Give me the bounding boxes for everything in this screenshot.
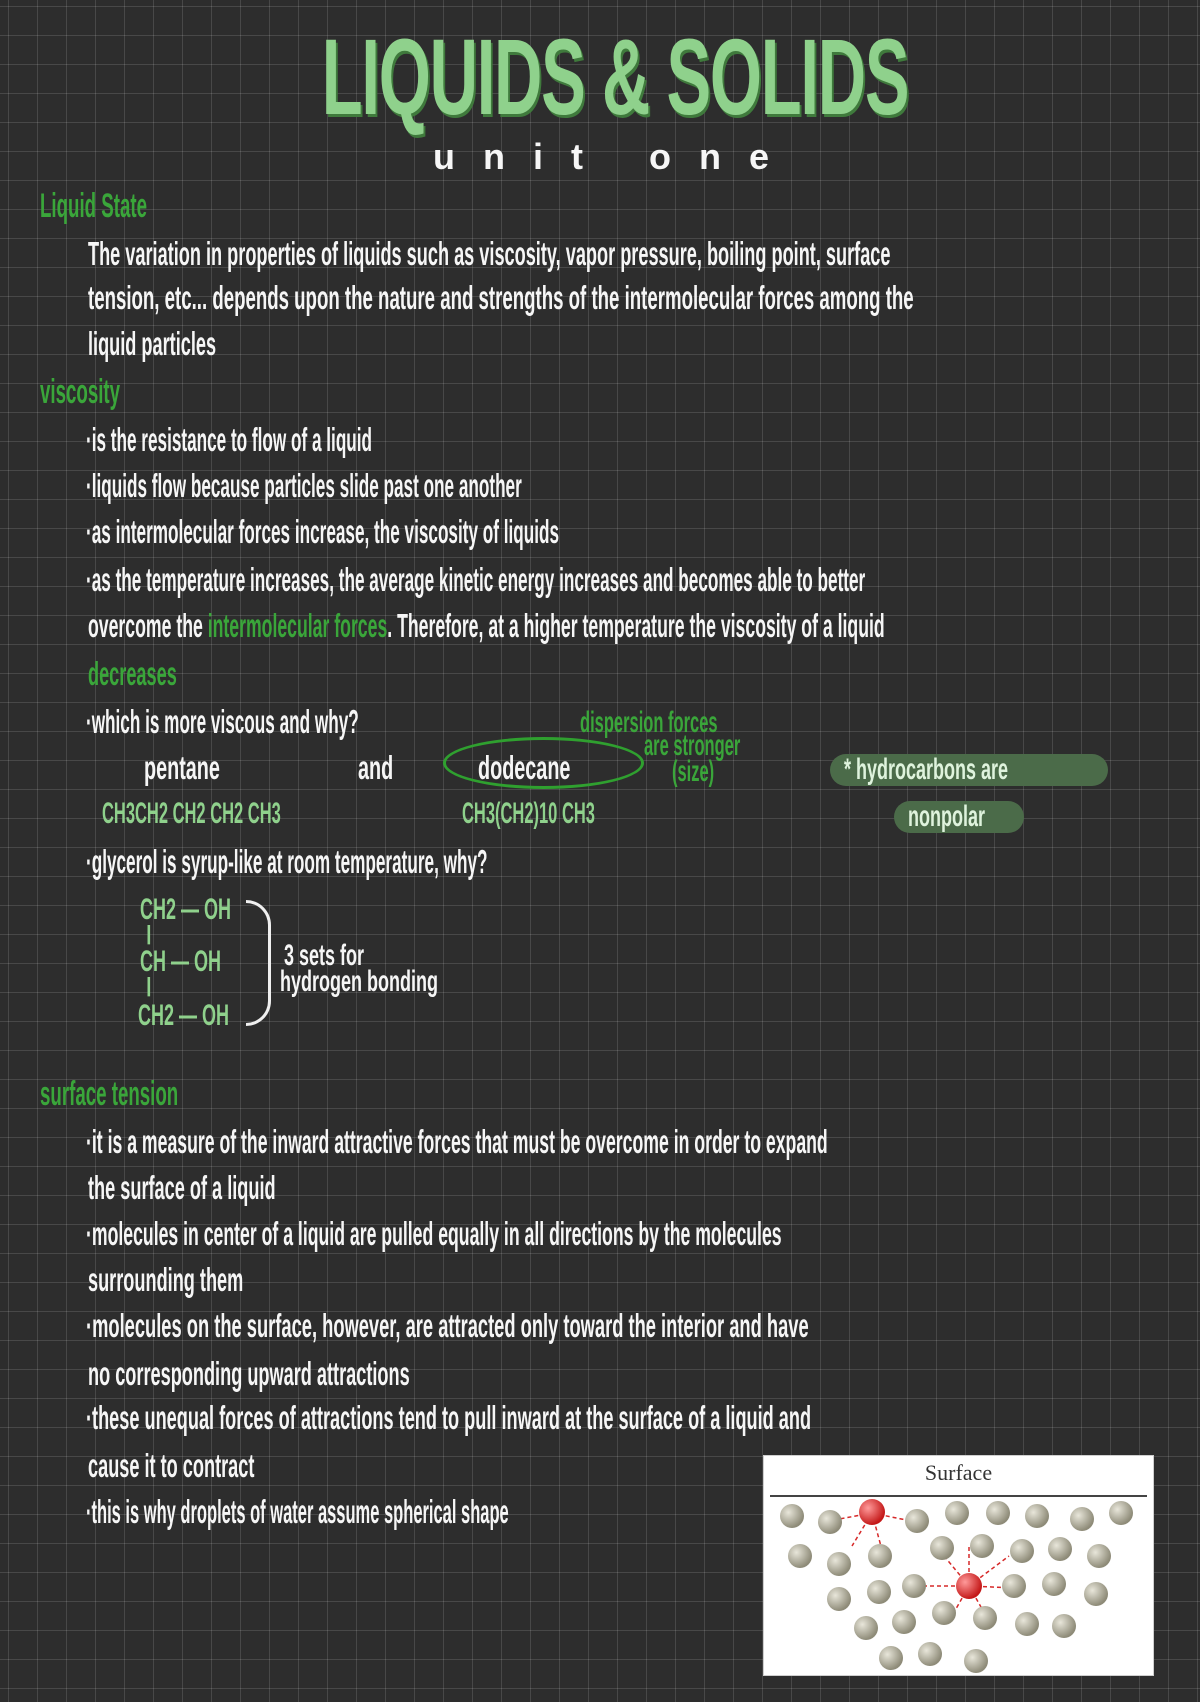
viscosity-bullet: ·as intermolecular forces increase, the viscosity of liquids [86, 513, 560, 550]
bond-line-1: | [146, 923, 152, 945]
glycerol-line-3: CH2 — OH [138, 999, 230, 1032]
liquid-state-line: liquid particles [88, 325, 217, 362]
dodecane-label: dodecane [478, 749, 571, 786]
surface-tension-line: surrounding them [88, 1261, 244, 1298]
section-heading-surface-tension: surface tension [40, 1075, 179, 1113]
note-pill-hydrocarbons [830, 754, 1108, 786]
note-are-stronger: are stronger [644, 729, 741, 762]
and-label: and [358, 749, 394, 786]
liquid-state-line: The variation in properties of liquids such as viscosity, vapor pressure, boiling point, surface [88, 235, 891, 272]
molecules-diagram [764, 1456, 1153, 1675]
glycerol-line-2: CH — OH [140, 945, 221, 978]
section-heading-liquid-state: Liquid State [40, 187, 148, 225]
note-pill-nonpolar [894, 801, 1024, 833]
page-title: LIQUIDS & SOLIDS [321, 16, 909, 137]
note-pill-hydrocarbons-text: * hydrocarbons are [844, 753, 1009, 786]
viscosity-line-5 [88, 608, 885, 644]
molecule-balls [780, 1499, 1133, 1673]
figure-label-surface: Surface [924, 1460, 993, 1485]
pentane-formula: CH3CH2 CH2 CH2 CH3 [102, 797, 281, 830]
surface-tension-line: the surface of a liquid [88, 1169, 276, 1206]
surface-tension-line: ·it is a measure of the inward attractive forces that must be overcome in order to expand [86, 1123, 828, 1160]
surface-tension-line: ·these unequal forces of attractions tend to pull inward at the surface of a liquid and [86, 1399, 812, 1436]
question-glycerol: ·glycerol is syrup-like at room temperature, why? [86, 843, 488, 880]
surface-tension-line: no corresponding upward attractions [88, 1355, 410, 1392]
note-pill-nonpolar-text: nonpolar [908, 800, 985, 833]
section-heading-viscosity: viscosity [40, 373, 121, 411]
question-which-more-viscous: ·which is more viscous and why? [86, 703, 359, 740]
dodecane-formula: CH3(CH2)10 CH3 [462, 797, 595, 830]
surface-tension-figure [763, 1455, 1154, 1676]
pentane-label: pentane [144, 749, 220, 786]
viscosity-line-6: decreases [88, 655, 177, 692]
note-dispersion-forces: dispersion forces [580, 706, 718, 739]
curly-brace [246, 900, 271, 1026]
surface-tension-line: cause it to contract [88, 1447, 255, 1484]
intermolecular-forces-highlight: intermolecular forces [207, 607, 388, 644]
bond-line-2: | [146, 975, 152, 997]
viscosity-line-5-pre: overcome the [88, 607, 208, 644]
brace-note-line-1: 3 sets for [284, 939, 365, 972]
page-subtitle: unit one [433, 136, 797, 177]
surface-tension-line: ·this is why droplets of water assume spherical shape [86, 1493, 509, 1530]
viscosity-bullet: ·liquids flow because particles slide past one another [86, 467, 522, 504]
viscosity-bullet: ·as the temperature increases, the average kinetic energy increases and becomes able to better [86, 561, 866, 598]
viscosity-line-5-post: . Therefore, at a higher temperature the viscosity of a liquid [387, 607, 885, 644]
surface-tension-line: ·molecules in center of a liquid are pulled equally in all directions by the molecules [86, 1215, 782, 1252]
glycerol-line-1: CH2 — OH [140, 893, 232, 926]
surface-tension-line: ·molecules on the surface, however, are attracted only toward the interior and have [86, 1307, 809, 1344]
viscosity-bullet: ·is the resistance to flow of a liquid [86, 421, 373, 458]
brace-note-line-2: hydrogen bonding [280, 965, 438, 998]
liquid-state-line: tension, etc... depends upon the nature and strengths of the intermolecular forces among the [88, 279, 914, 316]
note-size: (size) [672, 755, 715, 788]
